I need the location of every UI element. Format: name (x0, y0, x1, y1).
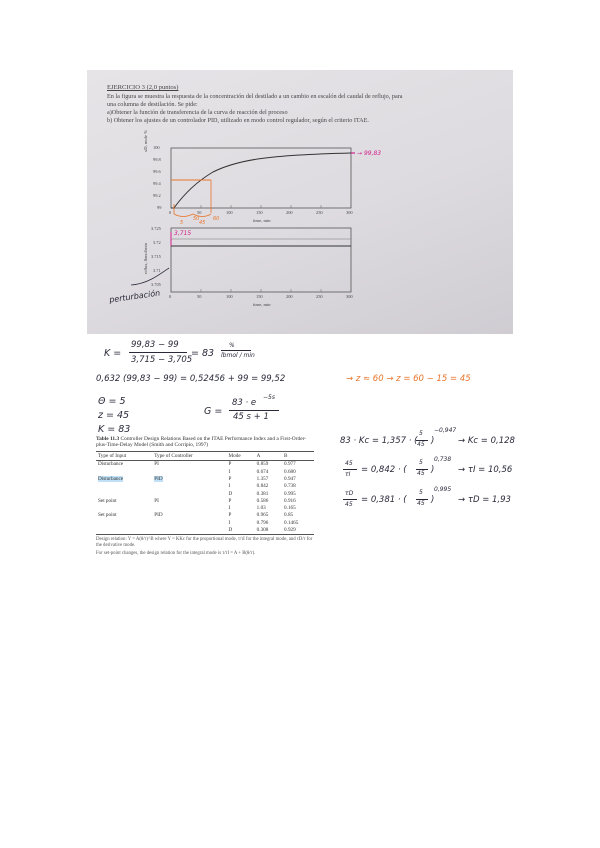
g-exponent: −5s (263, 394, 275, 401)
g-denominator: 45 s + 1 (233, 412, 269, 422)
top-xtick: 250 (316, 210, 323, 215)
top-plot-xticks (171, 205, 351, 208)
calc-td-bar (343, 499, 357, 500)
mark-5: 5 (180, 220, 184, 226)
bottom-plot-frame (171, 228, 351, 292)
calc-td-frac-num: 5 (419, 489, 423, 496)
perturbacion-note: perturbación (108, 288, 161, 305)
g-numerator: 83 · e (232, 398, 257, 408)
final-value-note: → 99,83 (357, 150, 382, 157)
table-row: D 0.308 0.929 (96, 526, 314, 534)
col-header: A (255, 451, 282, 460)
top-xtick: 50 (197, 210, 202, 215)
top-xtick: 300 (346, 210, 353, 215)
table-row: Set point PI P 0.586 0.916 (98, 497, 296, 504)
calc-ti-close: ) (431, 465, 435, 475)
top-ytick: 99.2 (153, 193, 161, 198)
calc-ti-frac-den: 45 (417, 470, 425, 477)
table-footnote-1: Design relation: Y = A(θ/τ)^B where Y = KKc for the proportional mode, τ/τI for the integral mode, and τD/τ for the derivative mode. (96, 536, 313, 548)
col-header: B (282, 451, 314, 460)
k-denominator: 3,715 − 3,705 (131, 355, 193, 365)
bottom-xtick: 100 (226, 294, 233, 299)
k-value: K = 83 (98, 424, 131, 435)
k-units-den: lbmol / min (221, 352, 255, 359)
itae-table-block (96, 436, 314, 557)
bottom-ytick: 3.72 (153, 240, 161, 245)
mark-50: 50 (193, 216, 200, 222)
calc-ti-num: 45 (345, 460, 353, 467)
bottom-plot-xticks (171, 289, 351, 292)
bottom-ytick: 3.715 (151, 254, 161, 259)
calc-ti-result: → τI = 10,56 (458, 465, 513, 475)
top-xtick: 100 (226, 210, 233, 215)
tau-value: z = 45 (98, 410, 130, 421)
k-numerator: 99,83 − 99 (131, 340, 179, 350)
exercise-title: EJERCICIO 3 (2,0 puntos) (107, 84, 179, 91)
step-value-note: 3,715 (174, 230, 192, 237)
bottom-xtick: 200 (286, 294, 293, 299)
line2-calc: 0,632 (99,83 − 99) = 0,52456 + 99 = 99,52 (96, 374, 286, 384)
calc-kc-frac-num: 5 (419, 430, 423, 437)
line2-tau: → z ≈ 60 → z = 60 − 15 = 45 (346, 374, 471, 384)
top-ytick: 99 (157, 205, 162, 210)
units-bar (221, 350, 251, 351)
bottom-ylabel: reflux, lbmol/min (143, 243, 148, 274)
bottom-xtick: 50 (197, 294, 202, 299)
exercise-photo (87, 70, 513, 334)
bottom-xtick: 250 (316, 294, 323, 299)
calc-td-exp: 0,995 (434, 486, 452, 493)
exercise-line-2: una columna de destilación. Se pide: (107, 101, 198, 108)
itae-table (96, 451, 314, 535)
calc-kc-close: ) (431, 436, 435, 446)
table-row: I 0.796 0.1465 (228, 519, 299, 526)
top-xtick: 200 (286, 210, 293, 215)
table-row: I 0.842 0.738 (228, 483, 296, 490)
calc-td-close: ) (431, 495, 435, 505)
table-row: D 0.381 0.995 (228, 490, 296, 497)
col-header: Type of Input (96, 451, 152, 460)
k-label: K = (104, 348, 122, 359)
calc-kc-left: 83 · Kc = 1,357 · ( (340, 436, 418, 446)
table-row: Disturbance PI P 0.859 0.977 (98, 461, 296, 468)
top-xlabel: time, min (253, 218, 271, 223)
col-header: Mode (227, 451, 255, 460)
table-caption: Table 11.3 Controller Design Relations Based on the ITAE Performance Index and a First-Order-plus-Time-Delay Model (Smith and Corripio, 1997) (96, 436, 307, 449)
bottom-xtick: 0 (169, 294, 172, 299)
table-row: I 0.674 0.680 (228, 468, 296, 475)
top-ytick: 99.8 (153, 157, 161, 162)
calc-td-mid: = 0,381 · ( (361, 495, 407, 505)
calc-kc-exp: −0,947 (434, 427, 457, 434)
bottom-xlabel: time, min (253, 302, 271, 307)
k-units-num: % (229, 342, 235, 349)
calc-kc-result: → Kc = 0,128 (458, 436, 515, 446)
table-row: Set point PID P 0.965 0.85 (98, 512, 294, 519)
bottom-ytick: 3.705 (151, 282, 161, 287)
theta-value: Θ = 5 (98, 396, 126, 407)
k-fraction-bar (129, 352, 187, 353)
top-ytick: 99.4 (153, 181, 161, 186)
calc-td-num: τD (345, 490, 354, 497)
col-header: Type of Controller (152, 451, 226, 460)
top-ytick: 100 (153, 145, 160, 150)
calc-ti-den: τI (345, 471, 351, 478)
bottom-ytick: 3.71 (153, 268, 161, 273)
g-label: G = (204, 406, 223, 417)
mark-60: 60 (213, 216, 220, 222)
mark-45: 45 (199, 220, 206, 226)
calc-ti-frac-num: 5 (419, 459, 423, 466)
top-xtick: 0 (169, 210, 172, 215)
bottom-ytick: 3.725 (151, 226, 161, 231)
calc-kc-frac-den: 45 (417, 441, 425, 448)
table-row-highlighted: Disturbance PID P 1.357 0.947 (98, 475, 296, 482)
exercise-line-4: b) Obtener los ajustes de un controlador PID, utilizado en modo control regulador, según el criterio ITAE. (107, 117, 369, 124)
top-plot-frame (171, 148, 351, 208)
exercise-line-3: a)Obtener la función de transferencia de la curva de reacción del proceso (107, 109, 288, 116)
bottom-xtick: 300 (346, 294, 353, 299)
table-row: I 1.03 0.165 (228, 505, 296, 512)
calc-ti-exp: 0,738 (434, 456, 452, 463)
k-result: = 83 (191, 348, 215, 359)
calc-ti-mid: = 0,842 · ( (361, 465, 407, 475)
bottom-xtick: 150 (256, 294, 263, 299)
table-footnote-2: For set-point changes, the design relation for the integral mode is τ/τI = A + B(θ/τ). (96, 550, 256, 556)
exercise-line-1: En la figura se muestra la respuesta de la concentración del destilado a un cambio en escalón del caudal de reflujo, para (107, 93, 403, 100)
g-fraction-bar (229, 410, 279, 411)
top-ylabel: xD, mole % (143, 129, 148, 152)
calc-ti-bar (343, 469, 357, 470)
calc-td-result: → τD = 1,93 (458, 495, 511, 505)
calc-td-den: 45 (345, 501, 353, 508)
top-ytick: 99.6 (153, 169, 161, 174)
top-xtick: 150 (256, 210, 263, 215)
calc-td-frac-den: 45 (417, 500, 425, 507)
